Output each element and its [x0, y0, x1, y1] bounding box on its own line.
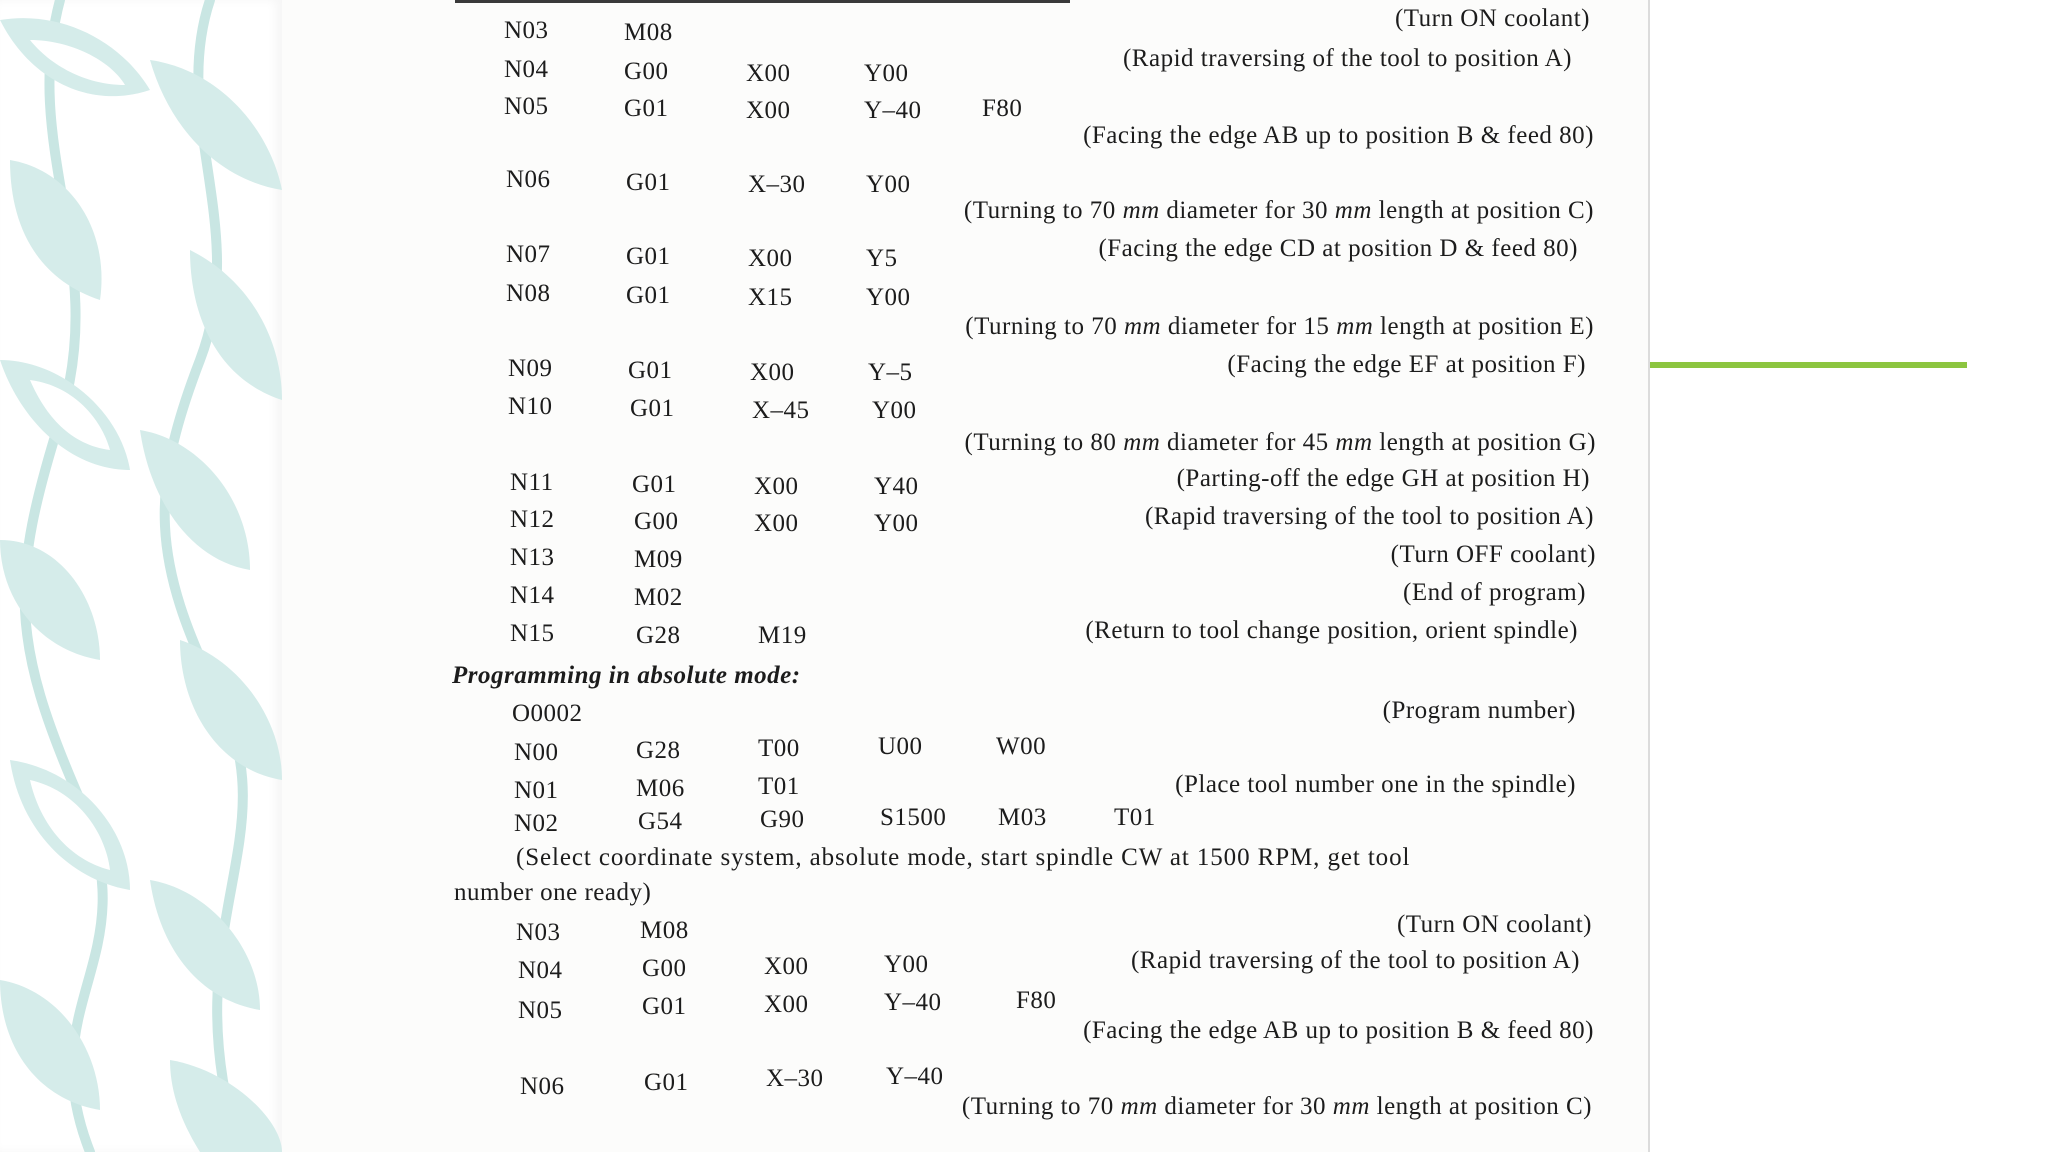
y-word: Y–40 [884, 989, 942, 1016]
comment: (Turning to 70 mm diameter for 15 mm length at position E) [965, 313, 1594, 340]
block-number: N12 [510, 506, 555, 533]
feed-word: F80 [1016, 987, 1057, 1014]
block-number: N06 [520, 1073, 565, 1100]
block-number: N03 [504, 17, 549, 44]
comment: (Rapid traversing of the tool to position A) [1130, 947, 1580, 974]
block-number: N03 [516, 919, 561, 946]
block-number: N09 [508, 355, 553, 382]
x-word: X00 [754, 510, 799, 537]
y-word: Y–40 [864, 97, 922, 124]
code-word: G28 [636, 622, 681, 649]
code-word: S1500 [880, 804, 947, 831]
code-word: G28 [636, 737, 681, 764]
block-number: N02 [514, 810, 559, 837]
comment: (Turn ON coolant) [1394, 5, 1590, 32]
code-word: G00 [634, 508, 679, 535]
program-number: O0002 [512, 700, 583, 727]
code-word: M03 [998, 804, 1047, 831]
y-word: Y00 [884, 951, 929, 978]
y-word: Y5 [866, 245, 898, 272]
accent-line [1650, 362, 1967, 368]
block-number: N04 [504, 56, 549, 83]
y-word: Y–5 [868, 359, 913, 386]
x-word: X00 [746, 60, 791, 87]
comment-line: number one ready) [454, 879, 652, 906]
code-word: M02 [634, 584, 683, 611]
x-word: X–30 [748, 171, 806, 198]
y-word: Y40 [874, 473, 919, 500]
block-number: N10 [508, 393, 553, 420]
code-word: U00 [878, 733, 923, 760]
code-word: G01 [626, 169, 671, 196]
code-word: G01 [624, 95, 669, 122]
code-word: M08 [640, 917, 689, 944]
comment: (Rapid traversing of the tool to position A) [1144, 503, 1594, 530]
code-word: M08 [624, 19, 673, 46]
x-word: X00 [746, 97, 791, 124]
code-word: T01 [1114, 804, 1156, 831]
code-word: G90 [760, 806, 805, 833]
comment: (Place tool number one in the spindle) [1175, 771, 1576, 798]
code-word: G01 [630, 395, 675, 422]
comment: (Turning to 70 mm diameter for 30 mm length at position C) [963, 197, 1594, 224]
leaf-vine-pattern-icon [0, 0, 282, 1152]
code-word: G01 [642, 993, 687, 1020]
x-word: X00 [748, 245, 793, 272]
comment-line: (Select coordinate system, absolute mode, start spindle CW at 1500 RPM, get tool [516, 844, 1411, 871]
comment: (Facing the edge AB up to position B & feed 80) [1083, 122, 1594, 149]
code-word: W00 [996, 733, 1047, 760]
code-word: G01 [644, 1069, 689, 1096]
y-word: Y00 [866, 171, 911, 198]
y-word: Y00 [866, 284, 911, 311]
comment: (Facing the edge CD at position D & feed 80) [1098, 235, 1578, 262]
section-heading: Programming in absolute mode: [452, 662, 801, 689]
x-word: X00 [754, 473, 799, 500]
feed-word: F80 [982, 95, 1023, 122]
code-word: G54 [638, 808, 683, 835]
block-number: N11 [510, 469, 554, 496]
y-word: Y00 [864, 60, 909, 87]
block-number: N00 [514, 739, 559, 766]
block-number: N05 [504, 93, 549, 120]
code-word: G00 [642, 955, 687, 982]
comment: (Turn OFF coolant) [1390, 541, 1596, 568]
x-word: X–45 [752, 397, 810, 424]
code-word: G01 [632, 471, 677, 498]
code-word: M06 [636, 775, 685, 802]
x-word: X00 [750, 359, 795, 386]
comment: (Parting-off the edge GH at position H) [1176, 465, 1590, 492]
top-rule [455, 0, 1070, 3]
x-word: X00 [764, 991, 809, 1018]
comment: (Turning to 70 mm diameter for 30 mm length at position C) [961, 1093, 1592, 1120]
code-word: G01 [626, 243, 671, 270]
document-page [282, 0, 1650, 1152]
code-word: M09 [634, 546, 683, 573]
block-number: N07 [506, 241, 551, 268]
block-number: N14 [510, 582, 555, 609]
comment: (Return to tool change position, orient spindle) [1085, 617, 1578, 644]
code-word: G00 [624, 58, 669, 85]
code-word: G01 [626, 282, 671, 309]
comment: (Turning to 80 mm diameter for 45 mm length at position G) [964, 429, 1596, 456]
block-number: N01 [514, 777, 559, 804]
x-word: X00 [764, 953, 809, 980]
code-word: T01 [758, 773, 800, 800]
y-word: Y00 [874, 510, 919, 537]
x-word: X15 [748, 284, 793, 311]
comment: (Rapid traversing of the tool to position A) [1122, 45, 1572, 72]
block-number: N08 [506, 280, 551, 307]
code-word: G01 [628, 357, 673, 384]
comment: (Facing the edge EF at position F) [1227, 351, 1586, 378]
block-number: N05 [518, 997, 563, 1024]
comment: (Facing the edge AB up to position B & feed 80) [1083, 1017, 1594, 1044]
block-number: N06 [506, 166, 551, 193]
comment: (Program number) [1382, 697, 1576, 724]
y-word: Y00 [872, 397, 917, 424]
x-word: X–30 [766, 1065, 824, 1092]
comment: (Turn ON coolant) [1396, 911, 1592, 938]
code-word: T00 [758, 735, 800, 762]
comment: (End of program) [1403, 579, 1586, 606]
block-number: N15 [510, 620, 555, 647]
block-number: N04 [518, 957, 563, 984]
leaf-pattern-panel [0, 0, 282, 1152]
y-word: Y–40 [886, 1063, 944, 1090]
code-word: M19 [758, 622, 807, 649]
block-number: N13 [510, 544, 555, 571]
